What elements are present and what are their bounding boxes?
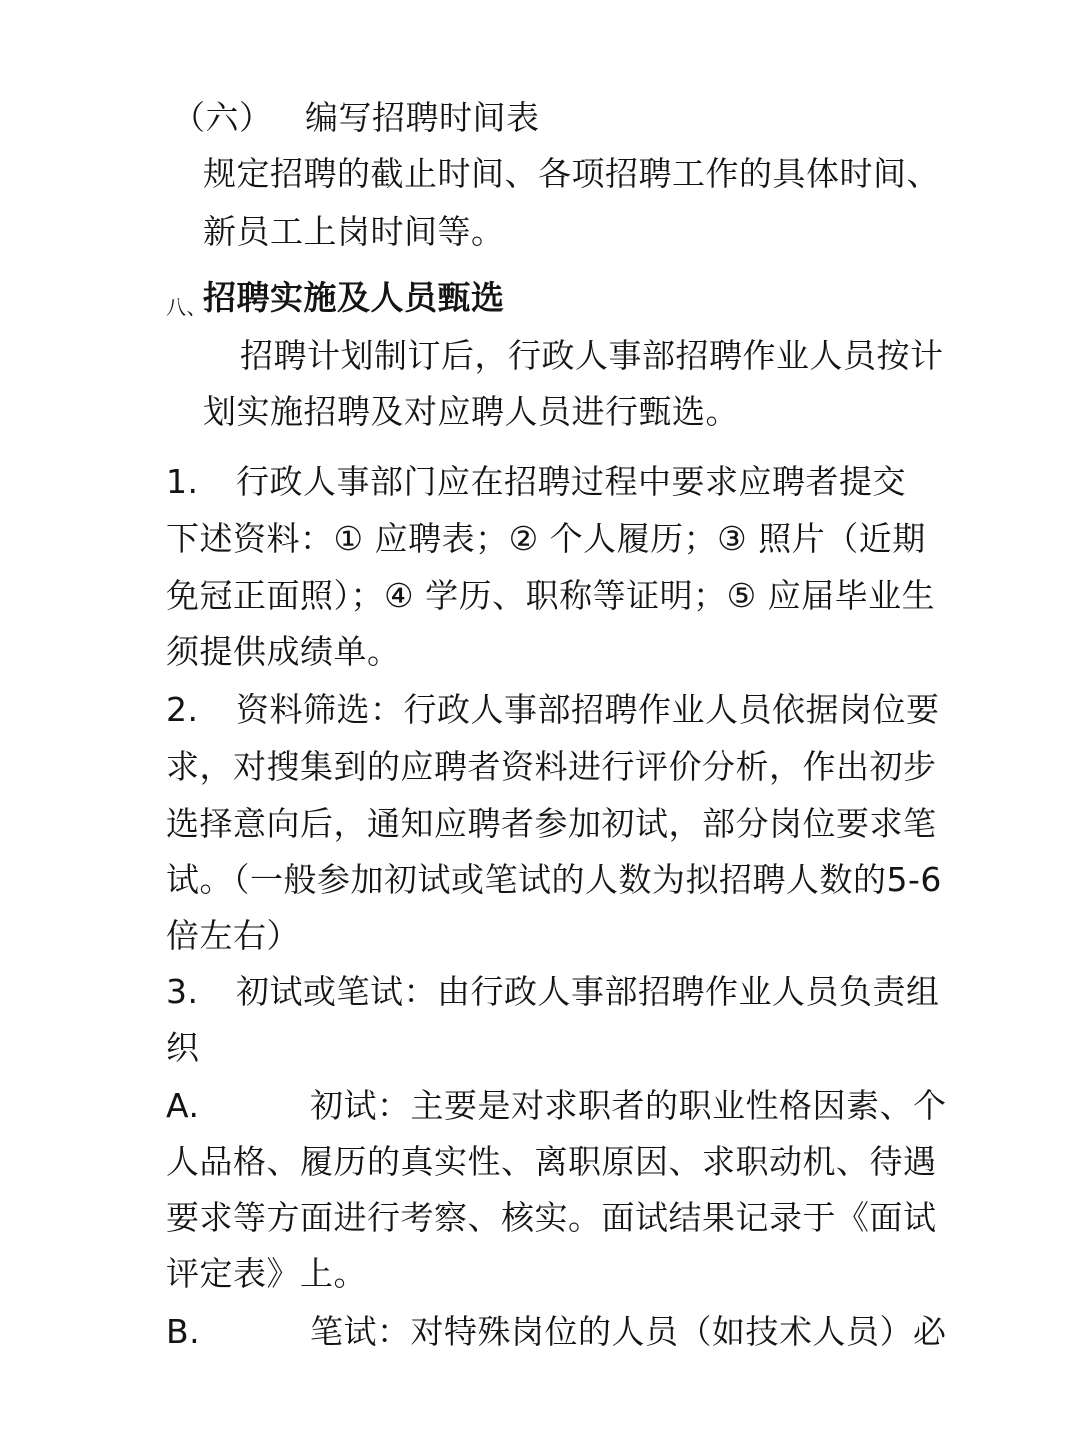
item-2-line: 资料筛选：行政人事部招聘作业人员依据岗位要: [236, 690, 940, 729]
item-b-label: B.: [166, 1312, 201, 1351]
item-a-line: 要求等方面进行考察、核实。面试结果记录于《面试: [166, 1198, 937, 1237]
item-a-line: 人品格、履历的真实性、离职原因、求职动机、待遇: [166, 1142, 937, 1181]
item-b-line: 笔试：对特殊岗位的人员（如技术人员）必: [310, 1312, 947, 1351]
section-six-number: （六）: [172, 98, 273, 137]
item-2-line: 求，对搜集到的应聘者资料进行评价分析，作出初步: [166, 747, 937, 786]
item-2-line: 选择意向后，通知应聘者参加初试，部分岗位要求笔: [166, 804, 937, 843]
item-1-line: 行政人事部门应在招聘过程中要求应聘者提交: [236, 462, 906, 501]
section-eight-number: 八、: [166, 295, 207, 319]
item-2-line: 倍左右）: [166, 916, 300, 955]
item-3-line: 织: [166, 1028, 200, 1067]
item-1-line: 下述资料：① 应聘表；② 个人履历；③ 照片（近期: [166, 519, 926, 558]
item-3-line: 初试或笔试：由行政人事部招聘作业人员负责组: [236, 972, 940, 1011]
item-2-line: 试。（一般参加初试或笔试的人数为拟招聘人数的5-6: [166, 860, 942, 899]
item-a-line: 评定表》上。: [166, 1254, 367, 1293]
item-1-number: 1.: [166, 462, 199, 501]
section-six-title: 编写招聘时间表: [305, 98, 540, 137]
item-1-line: 须提供成绩单。: [166, 632, 401, 671]
item-3-number: 3.: [166, 972, 199, 1011]
item-a-line: 初试：主要是对求职者的职业性格因素、个: [310, 1086, 947, 1125]
section-six-line: 规定招聘的截止时间、各项招聘工作的具体时间、: [203, 154, 940, 193]
section-eight-title: 招聘实施及人员甄选: [203, 278, 505, 317]
section-six-line: 新员工上岗时间等。: [203, 212, 505, 251]
section-eight-intro-line: 划实施招聘及对应聘人员进行甄选。: [203, 392, 739, 431]
item-2-number: 2.: [166, 690, 199, 729]
item-a-label: A.: [166, 1086, 200, 1125]
item-1-line: 免冠正面照）；④ 学历、职称等证明；⑤ 应届毕业生: [166, 576, 936, 615]
section-eight-intro-line: 招聘计划制订后，行政人事部招聘作业人员按计: [240, 336, 944, 375]
